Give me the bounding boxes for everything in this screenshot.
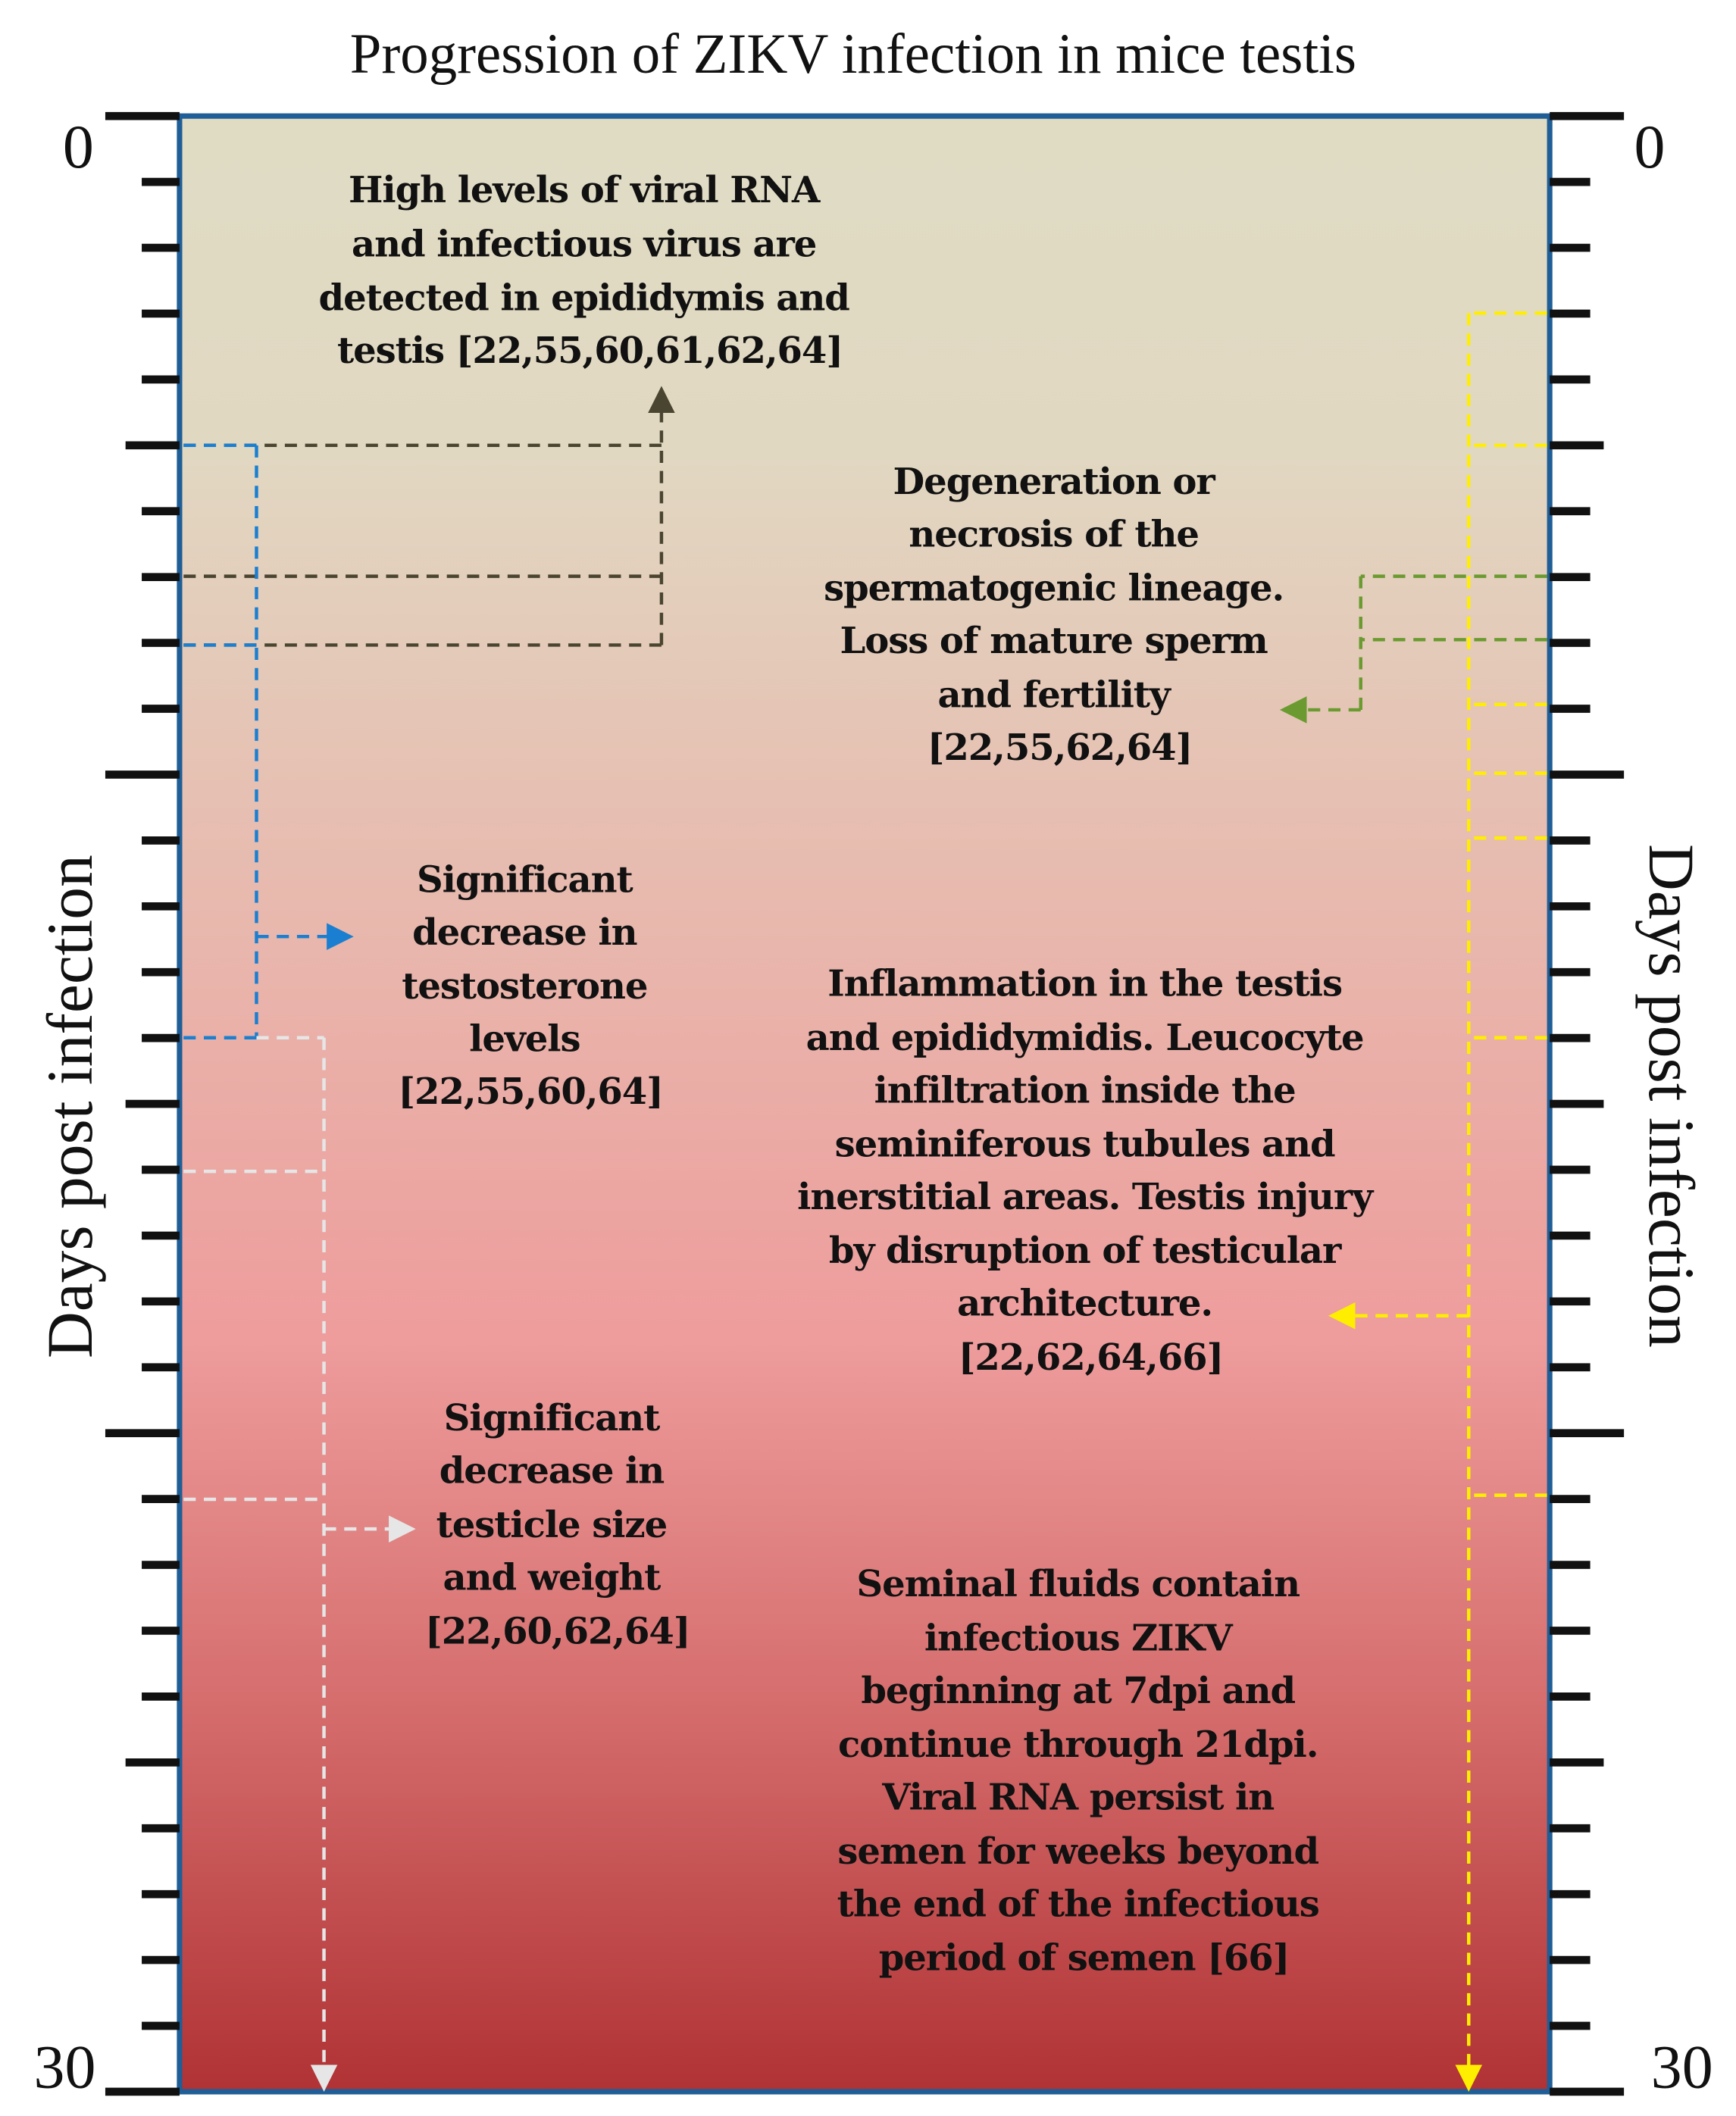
seminal-fluid-text: Seminal fluids contain infectious ZIKV beginning at 7dpi and continue through 21dpi. Viral RNA persist in semen for weeks beyond the end of the infectious period of semen [66] [837, 1563, 1319, 1980]
right-axis-max: 30 [1650, 2032, 1713, 2102]
figure-title: Progression of ZIKV infection in mice testis [349, 23, 1357, 86]
left-axis-label: Days post infection [35, 855, 107, 1359]
right-axis-min: 0 [1634, 111, 1666, 181]
left-axis-min: 0 [62, 111, 94, 181]
viral-rna-text: High levels of viral RNA and infectious virus are detected in epididymis and testis [22,55,60,61,62,64] [318, 169, 849, 373]
timeline-panel [180, 116, 1550, 2092]
degeneration-text: Degeneration or necrosis of the spermatogenic lineage. Loss of mature sperm and fertility [22,55,62,64] [824, 460, 1284, 769]
left-axis-max: 30 [33, 2032, 96, 2102]
testicle-size-text: Significant decrease in testicle size and weight [22,60,62,64] [425, 1397, 690, 1653]
inflammation-text: Inflammation in the testis and epididymidis. Leucocyte infiltration inside the seminiferous tubules and inerstitial areas. Testis injury by disruption of testicular architecture. [22,62,64,66] [797, 962, 1373, 1379]
testosterone-text: Significant decrease in testosterone levels [22,55,60,64] [398, 858, 663, 1114]
right-axis-label: Days post infection [1634, 843, 1706, 1348]
